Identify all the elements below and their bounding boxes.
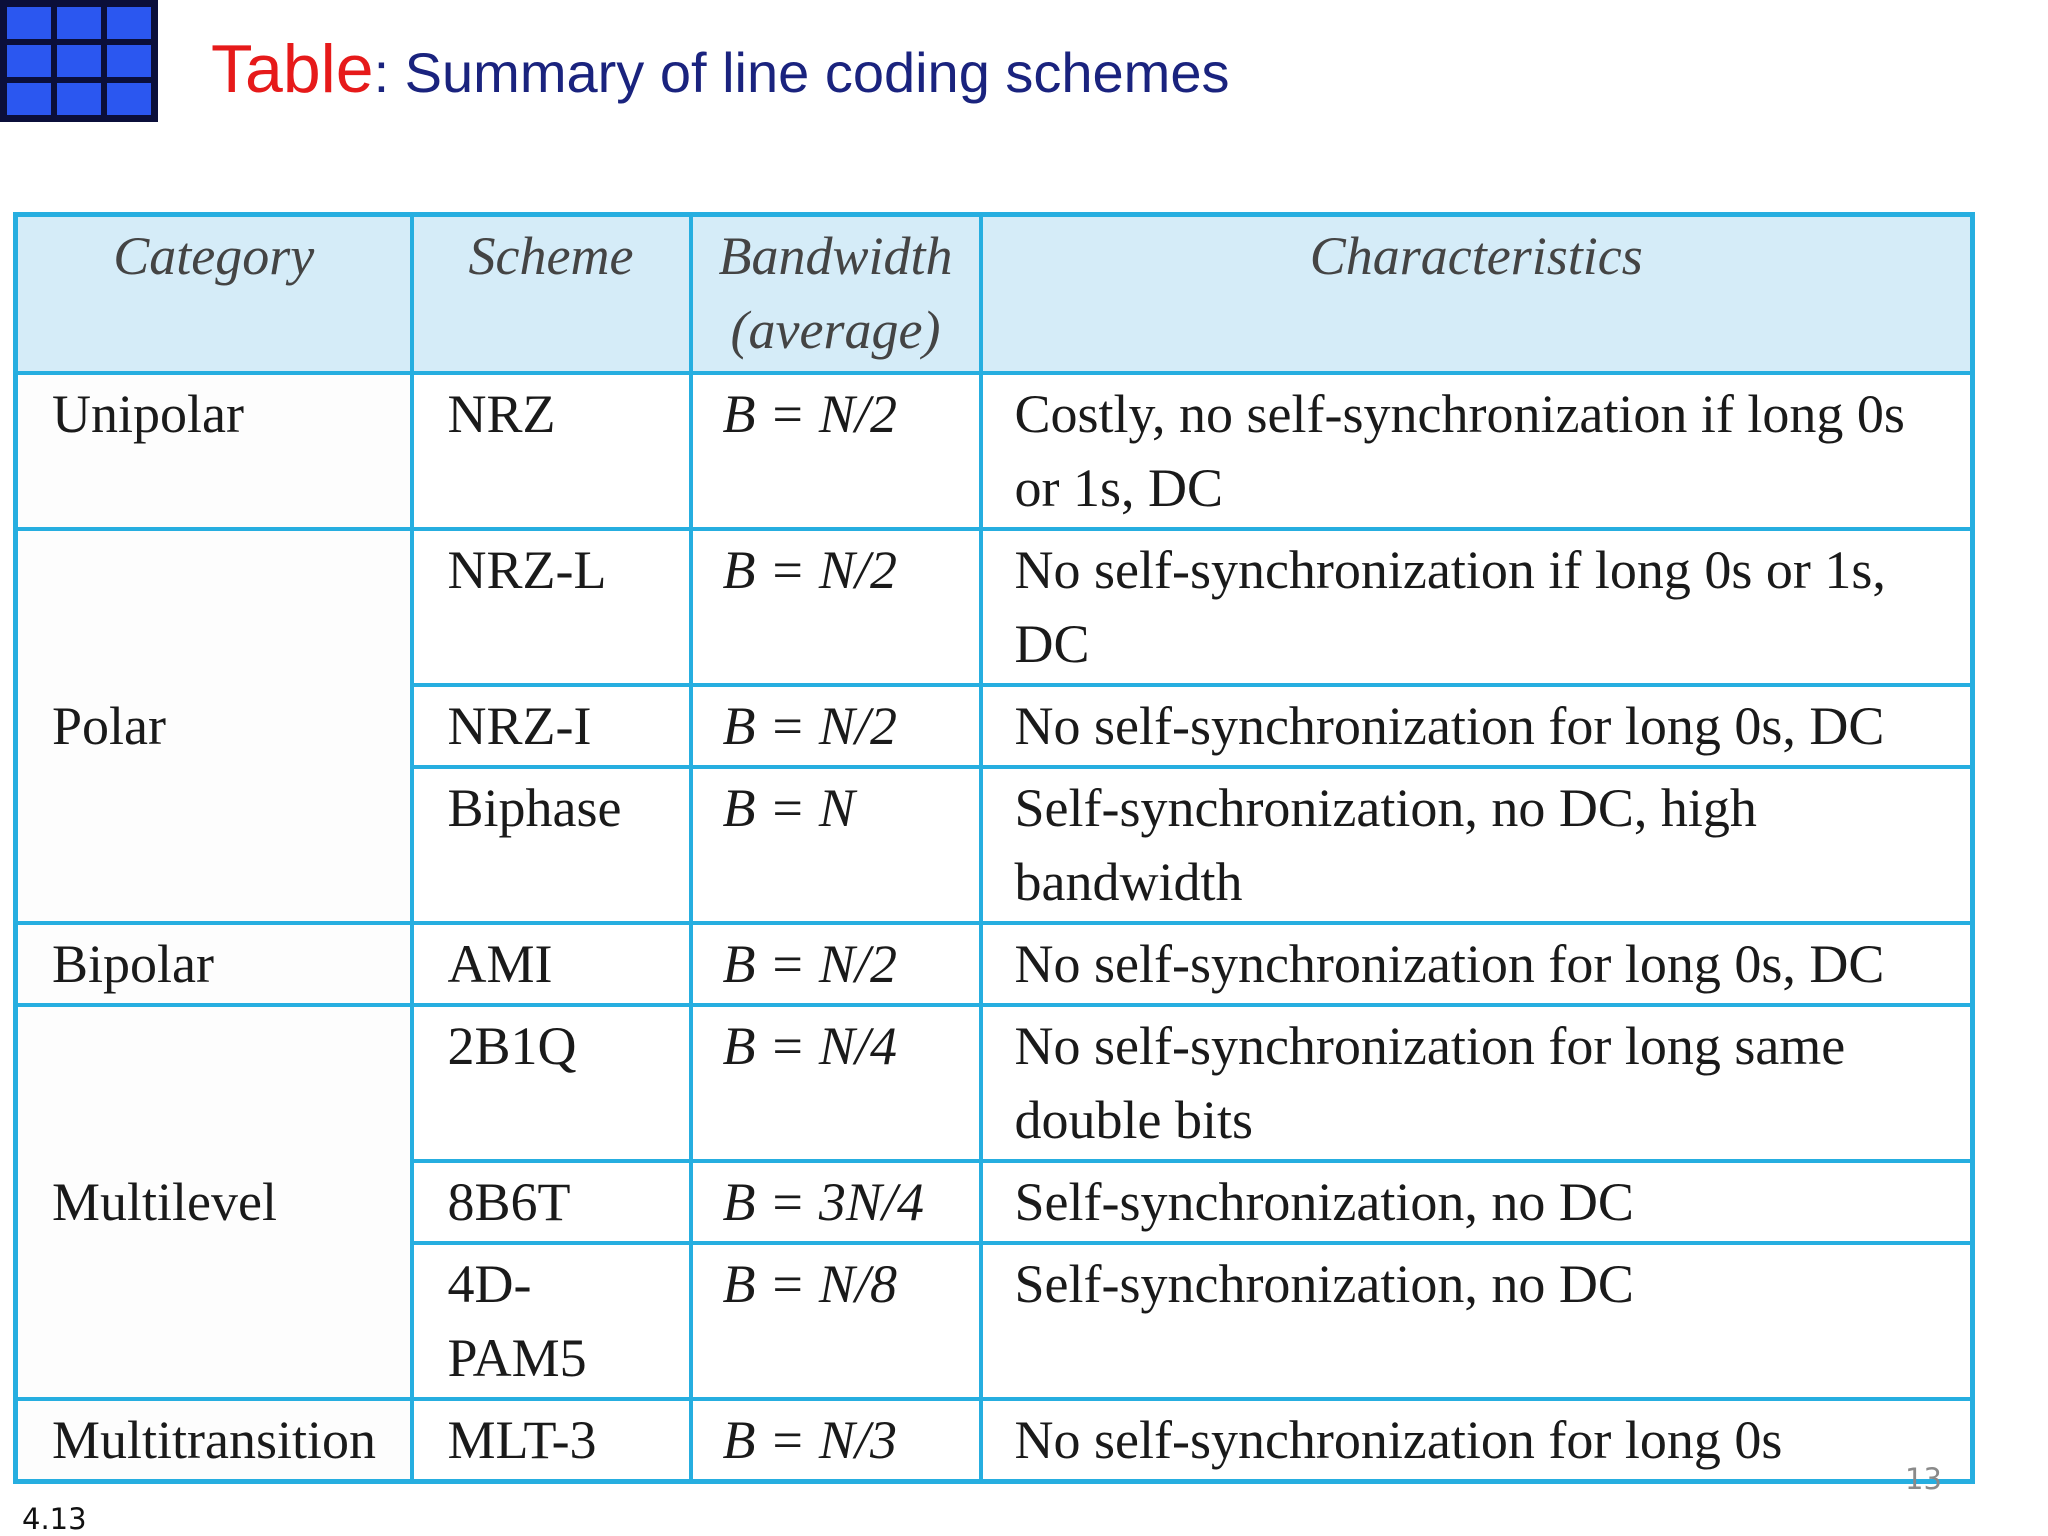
logo-grid-icon — [0, 0, 158, 122]
scheme-cell: NRZ-I — [412, 685, 691, 767]
category-cell: Bipolar — [16, 923, 412, 1005]
header-bandwidth — [691, 215, 981, 374]
logo-cell — [104, 4, 154, 42]
table-row — [16, 1399, 1973, 1482]
title-rest: : Summary of line coding schemes — [373, 41, 1230, 104]
slide-identifier: 4.13 — [22, 1502, 87, 1536]
scheme-cell: 4D-PAM5 — [412, 1243, 691, 1399]
table-header-row — [16, 215, 1973, 374]
bandwidth-cell: B = N/2 — [691, 685, 981, 767]
characteristics-cell: Costly, no self-synchronization if long 0s or 1s, DC — [981, 373, 1973, 529]
title-lead: Table — [211, 31, 374, 107]
header-scheme: Scheme — [412, 215, 691, 374]
slide-title — [211, 30, 1229, 108]
bandwidth-cell: B = N/3 — [691, 1399, 981, 1482]
logo-cell — [54, 80, 104, 118]
header-bandwidth-line2: (average) — [730, 300, 941, 360]
logo-cell — [4, 42, 54, 80]
table-row — [16, 1005, 1973, 1161]
category-cell: Unipolar — [16, 373, 412, 529]
table-row — [16, 529, 1973, 685]
category-cell: Multitransition — [16, 1399, 412, 1482]
logo-cell — [4, 80, 54, 118]
header-characteristics: Characteristics — [981, 215, 1973, 374]
scheme-cell: Biphase — [412, 767, 691, 923]
logo-cell — [54, 4, 104, 42]
header-bandwidth-line1: Bandwidth — [718, 226, 953, 286]
logo-cell — [54, 42, 104, 80]
scheme-cell: NRZ — [412, 373, 691, 529]
characteristics-cell: Self-synchronization, no DC — [981, 1243, 1973, 1399]
bandwidth-cell: B = N — [691, 767, 981, 923]
characteristics-cell: No self-synchronization for long 0s, DC — [981, 923, 1973, 1005]
header-category: Category — [16, 215, 412, 374]
characteristics-cell: No self-synchronization for long 0s — [981, 1399, 1973, 1482]
characteristics-cell: Self-synchronization, no DC — [981, 1161, 1973, 1243]
logo-cell — [4, 4, 54, 42]
characteristics-cell: Self-synchronization, no DC, high bandwidth — [981, 767, 1973, 923]
characteristics-cell: No self-synchronization for long 0s, DC — [981, 685, 1973, 767]
line-coding-table — [13, 212, 1975, 1484]
logo-cell — [104, 42, 154, 80]
category-cell: Polar — [16, 529, 412, 923]
bandwidth-cell: B = 3N/4 — [691, 1161, 981, 1243]
table-row — [16, 373, 1973, 529]
bandwidth-cell: B = N/4 — [691, 1005, 981, 1161]
bandwidth-cell: B = N/2 — [691, 373, 981, 529]
bandwidth-cell: B = N/2 — [691, 529, 981, 685]
page-number: 13 — [1905, 1462, 1942, 1496]
category-cell: Multilevel — [16, 1005, 412, 1399]
scheme-cell: 8B6T — [412, 1161, 691, 1243]
scheme-cell: 2B1Q — [412, 1005, 691, 1161]
characteristics-cell: No self-synchronization if long 0s or 1s, DC — [981, 529, 1973, 685]
bandwidth-cell: B = N/8 — [691, 1243, 981, 1399]
scheme-cell: NRZ-L — [412, 529, 691, 685]
table-row — [16, 923, 1973, 1005]
scheme-cell: MLT-3 — [412, 1399, 691, 1482]
logo-cell — [104, 80, 154, 118]
scheme-cell: AMI — [412, 923, 691, 1005]
characteristics-cell: No self-synchronization for long same double bits — [981, 1005, 1973, 1161]
bandwidth-cell: B = N/2 — [691, 923, 981, 1005]
